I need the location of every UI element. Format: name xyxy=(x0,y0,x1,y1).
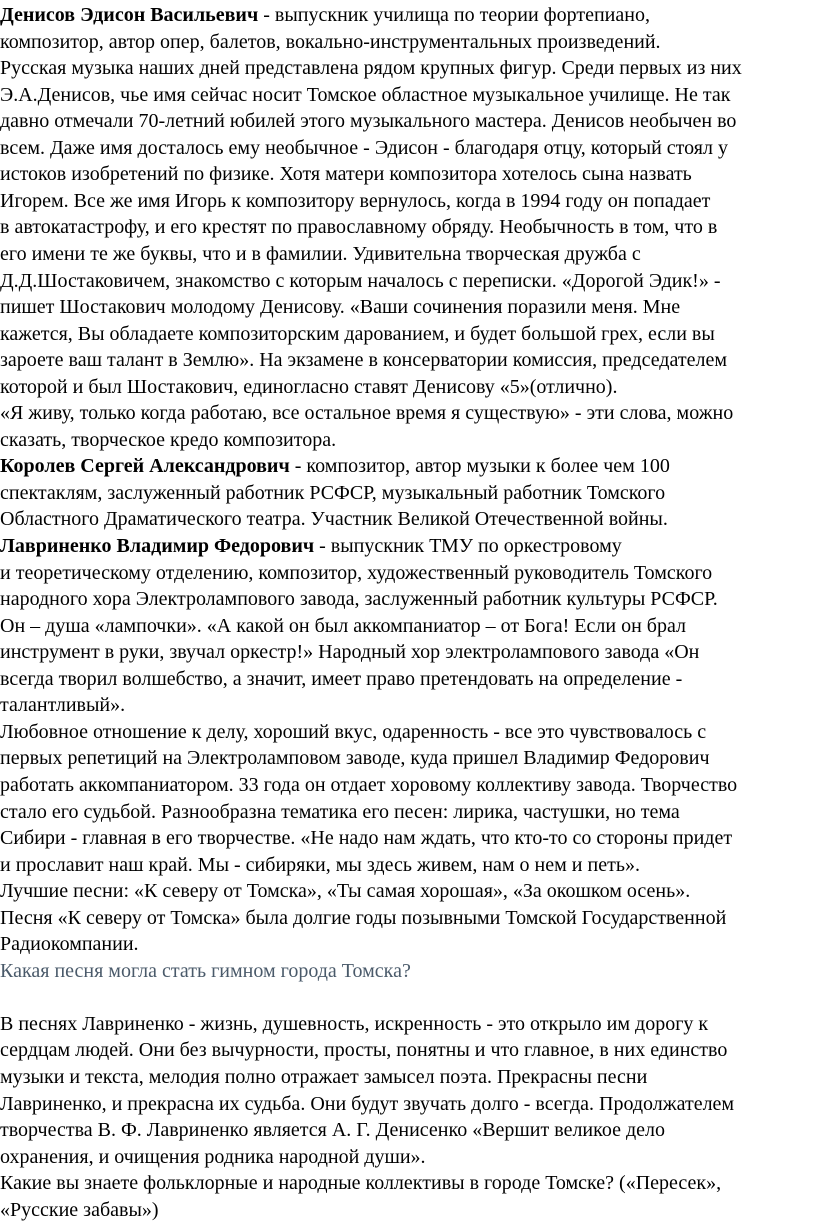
text-line: талантливый». xyxy=(0,694,126,717)
text-line: Радиокомпании. xyxy=(0,933,139,956)
line-text: - выпускник ТМУ по оркестровому xyxy=(314,535,622,557)
text-line: всегда творил волшебство, а значит, имеет право претендовать на определение - xyxy=(0,667,683,690)
text-line: стало его судьбой. Разнообразна тематика его песен: лирика, частушки, но тема xyxy=(0,800,680,823)
text-line: музыки и текста, мелодия полно отражает замысел поэта. Прекрасны песни xyxy=(0,1066,648,1088)
text-line: народного хора Электролампового завода, заслуженный работник культуры РСФСР. xyxy=(0,588,718,611)
text-line: «Русские забавы») xyxy=(0,1198,159,1221)
text-line: творчества В. Ф. Лавриненко является А. Г. Денисенко «Вершит великое дело xyxy=(0,1119,665,1142)
text-line: В песнях Лавриненко - жизнь, душевность, искренность - это открыло им дорогу к xyxy=(0,1012,709,1035)
text-line: его имени те же буквы, что и в фамилии. Удивительна творческая дружба с xyxy=(0,242,641,265)
text-line: Русская музыка наших дней представлена рядом крупных фигур. Среди первых из них xyxy=(0,57,742,80)
text-line: Он – душа «лампочки». «А какой он был аккомпаниатор – от Бога! Если он брал xyxy=(0,614,686,637)
line-text: - композитор, автор музыки к более чем 100 xyxy=(289,455,670,478)
text-line: кажется, Вы обладаете композиторским дарованием, и будет большой грех, если вы xyxy=(0,322,715,345)
text-line: которой и был Шостакович, единогласно ставят Денисову «5»(отлично). xyxy=(0,375,618,398)
paragraph-heading-line xyxy=(0,533,622,559)
text-line: Сибири - главная в его творчестве. «Не надо нам ждать, что кто-то со стороны придет xyxy=(0,827,733,850)
person-name: Лавриненко Владимир Федорович xyxy=(0,535,315,557)
text-line: Лавриненко, и прекрасна их судьба. Они будут звучать долго - всегда. Продолжателем xyxy=(0,1092,735,1115)
text-line: Д.Д.Шостаковичем, знакомство с которым началось с переписки. «Дорогой Эдик!» - xyxy=(0,269,721,292)
text-line: всем. Даже имя досталось ему необычное - Эдисон - благодаря отцу, который стоял у xyxy=(0,136,728,159)
paragraph-heading-line xyxy=(0,453,670,479)
text-line: композитор, автор опер, балетов, вокально-инструментальных произведений. xyxy=(0,30,661,53)
text-line: Песня «К северу от Томска» была долгие годы позывными Томской Государственной xyxy=(0,906,727,929)
text-line: Лучшие песни: «К северу от Томска», «Ты самая хорошая», «За окошком осень». xyxy=(0,880,691,903)
text-line: сердцам людей. Они без вычурности, просты, понятны и что главное, в них единство xyxy=(0,1039,728,1062)
text-line: работать аккомпаниатором. 33 года он отдает хоровому коллективу завода. Творчество xyxy=(0,773,738,796)
question-line: Какая песня могла стать гимном города Томска? xyxy=(0,959,411,982)
text-line: и теоретическому отделению, композитор, художественный руководитель Томского xyxy=(0,561,713,584)
person-name: Денисов Эдисон Васильевич xyxy=(0,4,259,26)
text-line: сказать, творческое кредо композитора. xyxy=(0,428,337,451)
text-line: «Я живу, только когда работаю, все остальное время я существую» - эти слова, можно xyxy=(0,402,734,425)
text-line: первых репетиций на Электроламповом заводе, куда пришел Владимир Федорович xyxy=(0,747,710,770)
text-line: истоков изобретений по физике. Хотя матери композитора хотелось сына назвать xyxy=(0,163,692,186)
text-line: и прославит наш край. Мы - сибиряки, мы здесь живем, нам о нем и петь». xyxy=(0,853,640,876)
text-line: охранения, и очищения родника народной души». xyxy=(0,1145,426,1168)
text-line: давно отмечали 70-летний юбилей этого музыкального мастера. Денисов необычен во xyxy=(0,110,737,133)
line-text: - выпускник училища по теории фортепиано, xyxy=(258,4,650,26)
text-line: зароете ваш талант в Землю». На экзамене в консерватории комиссия, председателем xyxy=(0,349,727,372)
person-name: Королев Сергей Александрович xyxy=(0,455,290,478)
text-line: спектаклям, заслуженный работник РСФСР, музыкальный работник Томского xyxy=(0,481,666,504)
text-line: Игорем. Все же имя Игорь к композитору вернулось, когда в 1994 году он попадает xyxy=(0,189,711,212)
text-line: Э.А.Денисов, чье имя сейчас носит Томское областное музыкальное училище. Не так xyxy=(0,83,731,106)
text-line: в автокатастрофу, и его крестят по православному обряду. Необычность в том, что в xyxy=(0,216,718,239)
text-line: инструмент в руки, звучал оркестр!» Народный хор электролампового завода «Он xyxy=(0,641,700,664)
paragraph-heading-line xyxy=(0,2,650,28)
text-line: Любовное отношение к делу, хороший вкус, одаренность - все это чувствовалось с xyxy=(0,720,707,743)
text-line: пишет Шостакович молодому Денисову. «Ваши сочинения поразили меня. Мне xyxy=(0,296,681,319)
text-line: Какие вы знаете фольклорные и народные коллективы в городе Томске? («Пересек», xyxy=(0,1172,722,1195)
text-line: Областного Драматического театра. Участник Великой Отечественной войны. xyxy=(0,508,668,531)
